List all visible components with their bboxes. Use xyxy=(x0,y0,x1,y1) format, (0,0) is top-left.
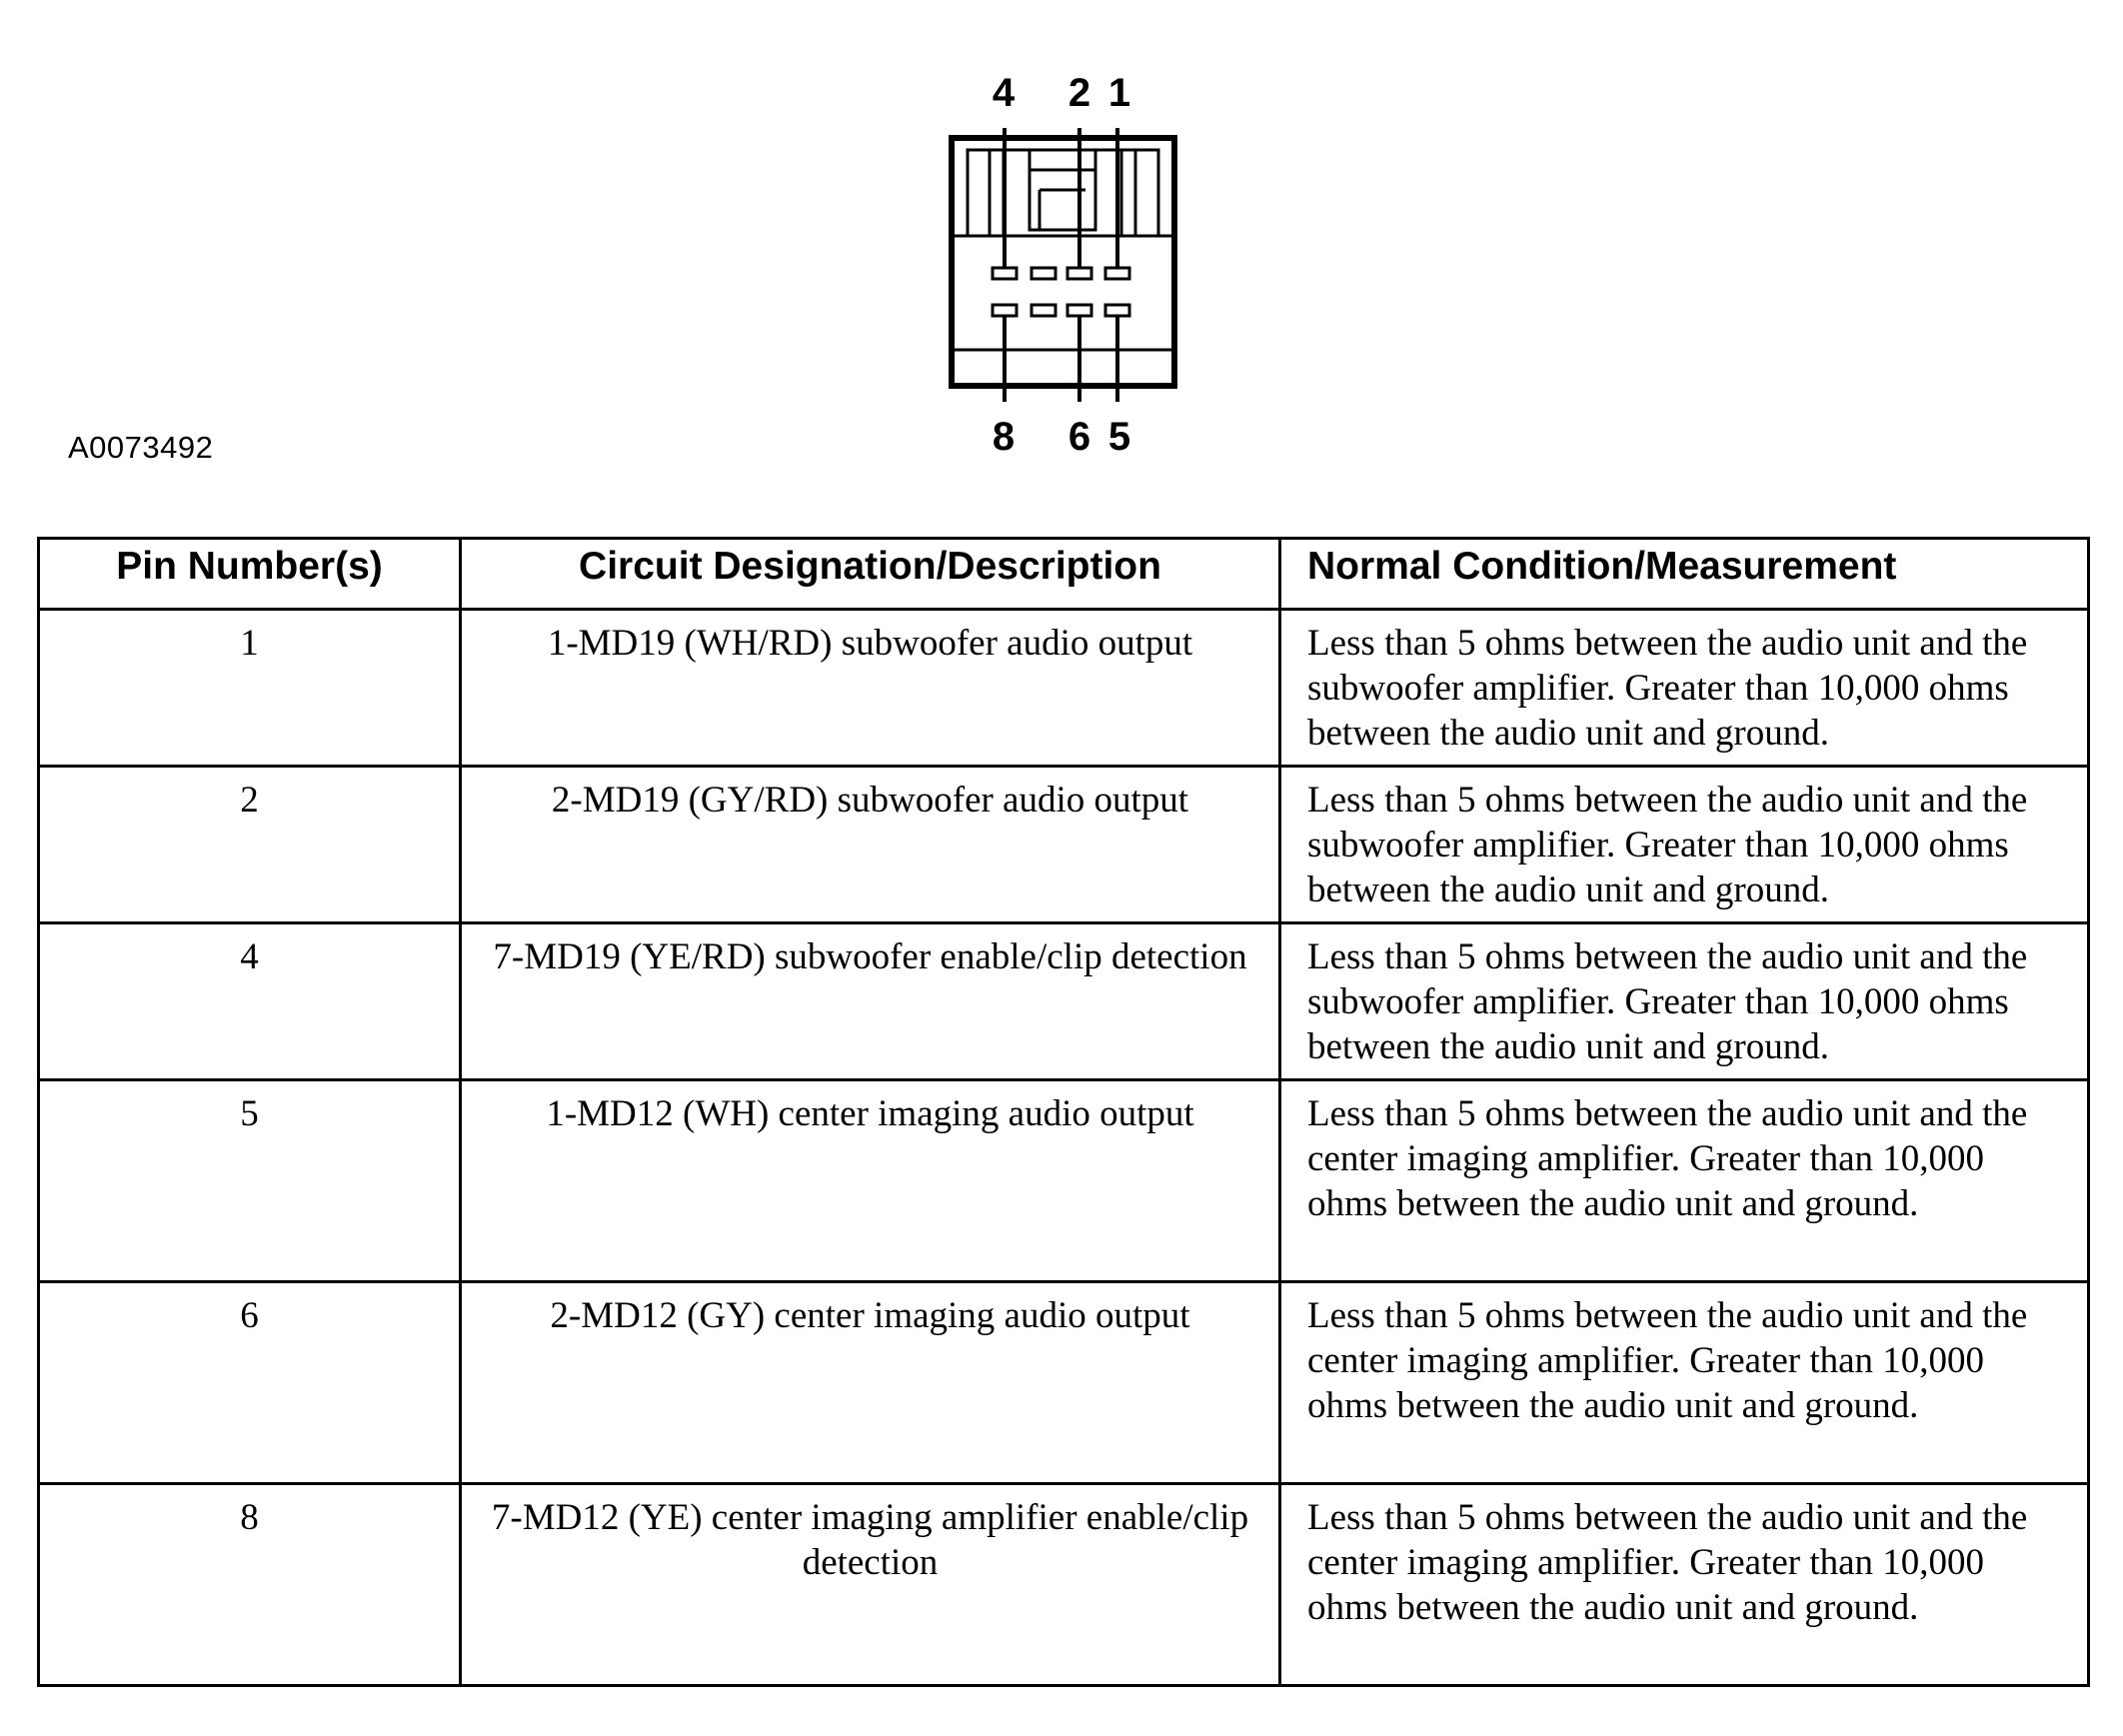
pin-label-bottom-8: 8 xyxy=(992,415,1016,459)
circuit-cell: 2-MD12 (GY) center imaging audio output xyxy=(461,1282,1280,1484)
figure-id: A0073492 xyxy=(68,430,214,465)
pin-label-bottom-6: 6 xyxy=(1067,415,1091,459)
table-row xyxy=(39,923,2089,1080)
condition-cell: Less than 5 ohms between the audio unit and the center imaging amplifier. Greater than 10,000 ohms between the audio unit and ground. xyxy=(1280,1282,2089,1484)
table-row xyxy=(39,610,2089,767)
condition-cell: Less than 5 ohms between the audio unit and the center imaging amplifier. Greater than 10,000 ohms between the audio unit and ground. xyxy=(1280,1484,2089,1686)
header-condition: Normal Condition/Measurement xyxy=(1280,539,2089,610)
pin-cell: 8 xyxy=(39,1484,461,1686)
condition-cell: Less than 5 ohms between the audio unit and the subwoofer amplifier. Greater than 10,000 ohms between the audio unit and ground. xyxy=(1280,610,2089,767)
pin-cell: 2 xyxy=(39,767,461,923)
table-row xyxy=(39,1484,2089,1686)
terminal-row-bottom xyxy=(993,305,1129,316)
table-header-row xyxy=(39,539,2089,610)
circuit-cell: 1-MD19 (WH/RD) subwoofer audio output xyxy=(461,610,1280,767)
condition-cell: Less than 5 ohms between the audio unit and the subwoofer amplifier. Greater than 10,000 ohms between the audio unit and ground. xyxy=(1280,923,2089,1080)
circuit-cell: 1-MD12 (WH) center imaging audio output xyxy=(461,1080,1280,1282)
pin-label-top-4: 4 xyxy=(992,71,1016,115)
pin-cell: 6 xyxy=(39,1282,461,1484)
table-row xyxy=(39,767,2089,923)
pin-cell: 4 xyxy=(39,923,461,1080)
pin-label-top-1: 1 xyxy=(1107,71,1131,115)
pin-label-bottom-5: 5 xyxy=(1107,415,1131,459)
connector-housing xyxy=(952,138,1174,386)
header-pin-number: Pin Number(s) xyxy=(39,539,461,610)
pin-cell: 1 xyxy=(39,610,461,767)
table-row xyxy=(39,1080,2089,1282)
circuit-cell: 2-MD19 (GY/RD) subwoofer audio output xyxy=(461,767,1280,923)
circuit-cell: 7-MD12 (YE) center imaging amplifier enable/clip detection xyxy=(461,1484,1280,1686)
connector-diagram xyxy=(0,0,2123,500)
pin-label-top-2: 2 xyxy=(1067,71,1091,115)
condition-cell: Less than 5 ohms between the audio unit and the center imaging amplifier. Greater than 10,000 ohms between the audio unit and ground. xyxy=(1280,1080,2089,1282)
pin-table xyxy=(37,537,2090,1687)
table-row xyxy=(39,1282,2089,1484)
header-circuit: Circuit Designation/Description xyxy=(461,539,1280,610)
circuit-cell: 7-MD19 (YE/RD) subwoofer enable/clip detection xyxy=(461,923,1280,1080)
condition-cell: Less than 5 ohms between the audio unit and the subwoofer amplifier. Greater than 10,000 ohms between the audio unit and ground. xyxy=(1280,767,2089,923)
pin-cell: 5 xyxy=(39,1080,461,1282)
pin-leaders-bottom xyxy=(1005,316,1117,402)
terminal-row-top xyxy=(993,268,1129,279)
